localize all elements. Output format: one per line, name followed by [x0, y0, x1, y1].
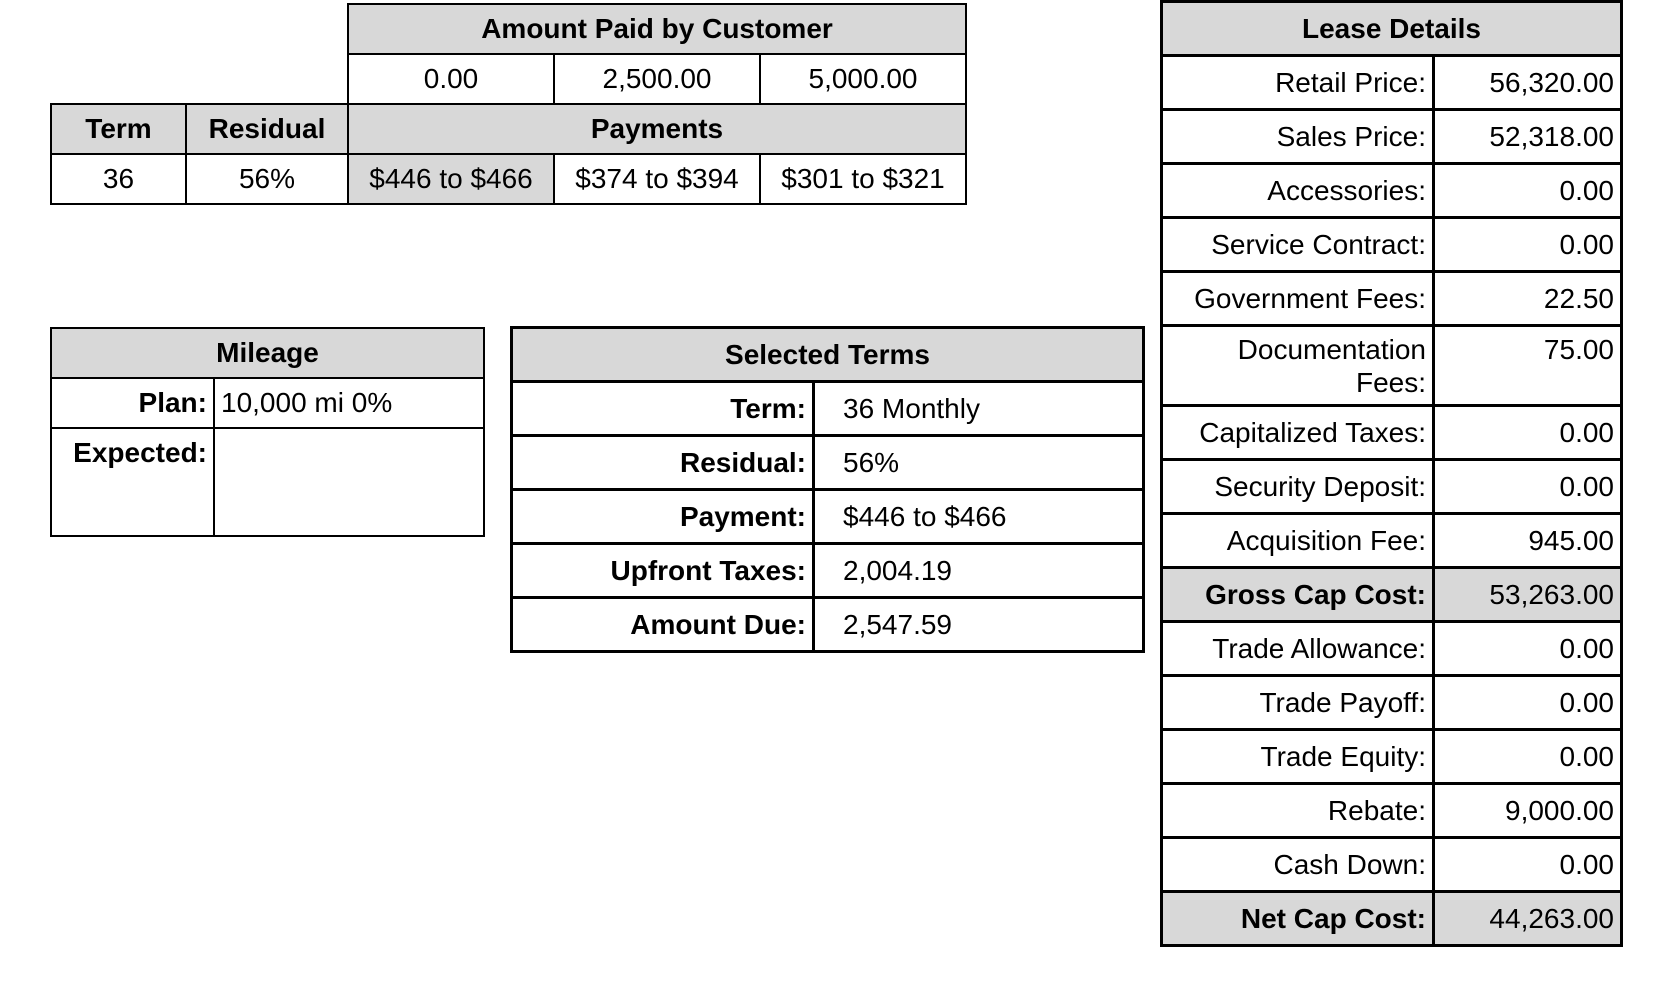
residual-value: 56% — [814, 436, 1144, 490]
term-cell: 36 — [51, 154, 186, 204]
acquisition-fee-label: Acquisition Fee: — [1162, 514, 1434, 568]
payment-grid-table — [50, 3, 967, 205]
term-value: 36 Monthly — [814, 382, 1144, 436]
upfront-taxes-label: Upfront Taxes: — [512, 544, 814, 598]
empty-cell — [186, 54, 348, 104]
mileage-table — [50, 327, 485, 537]
amount-paid-title: Amount Paid by Customer — [348, 4, 966, 54]
acquisition-fee-value: 945.00 — [1434, 514, 1622, 568]
retail-price-label: Retail Price: — [1162, 56, 1434, 110]
residual-label: Residual: — [512, 436, 814, 490]
security-deposit-value: 0.00 — [1434, 460, 1622, 514]
selected-terms-title: Selected Terms — [512, 328, 1144, 382]
residual-column-header: Residual — [186, 104, 348, 154]
rebate-label: Rebate: — [1162, 784, 1434, 838]
government-fees-value: 22.50 — [1434, 272, 1622, 326]
amount-due-value: 2,547.59 — [814, 598, 1144, 652]
payment-row — [51, 154, 966, 204]
expected-value — [214, 428, 484, 536]
gross-cap-cost-value: 53,263.00 — [1434, 568, 1622, 622]
selected-terms-table — [510, 326, 1145, 653]
trade-equity-value: 0.00 — [1434, 730, 1622, 784]
empty-cell — [51, 4, 186, 54]
payment-cell[interactable]: $374 to $394 — [554, 154, 760, 204]
payment-cell[interactable]: $301 to $321 — [760, 154, 966, 204]
net-cap-cost-label: Net Cap Cost: — [1162, 892, 1434, 946]
empty-cell — [186, 4, 348, 54]
service-contract-label: Service Contract: — [1162, 218, 1434, 272]
payment-cell-selected[interactable]: $446 to $466 — [348, 154, 554, 204]
term-column-header: Term — [51, 104, 186, 154]
sales-price-label: Sales Price: — [1162, 110, 1434, 164]
security-deposit-label: Security Deposit: — [1162, 460, 1434, 514]
cash-down-label: Cash Down: — [1162, 838, 1434, 892]
term-label: Term: — [512, 382, 814, 436]
cash-down-value: 0.00 — [1434, 838, 1622, 892]
capitalized-taxes-value: 0.00 — [1434, 406, 1622, 460]
payments-column-header: Payments — [348, 104, 966, 154]
capitalized-taxes-label: Capitalized Taxes: — [1162, 406, 1434, 460]
trade-payoff-value: 0.00 — [1434, 676, 1622, 730]
gross-cap-cost-label: Gross Cap Cost: — [1162, 568, 1434, 622]
payment-value: $446 to $466 — [814, 490, 1144, 544]
lease-details-table — [1160, 0, 1623, 947]
plan-label: Plan: — [51, 378, 214, 428]
rebate-value: 9,000.00 — [1434, 784, 1622, 838]
documentation-fees-value: 75.00 — [1434, 326, 1622, 406]
mileage-title: Mileage — [51, 328, 484, 378]
empty-cell — [51, 54, 186, 104]
government-fees-label: Government Fees: — [1162, 272, 1434, 326]
expected-label: Expected: — [51, 428, 214, 536]
amount-cell: 5,000.00 — [760, 54, 966, 104]
net-cap-cost-value: 44,263.00 — [1434, 892, 1622, 946]
trade-allowance-label: Trade Allowance: — [1162, 622, 1434, 676]
upfront-taxes-value: 2,004.19 — [814, 544, 1144, 598]
documentation-fees-label: Documentation Fees: — [1162, 326, 1434, 406]
accessories-value: 0.00 — [1434, 164, 1622, 218]
trade-equity-label: Trade Equity: — [1162, 730, 1434, 784]
amount-cell: 0.00 — [348, 54, 554, 104]
sales-price-value: 52,318.00 — [1434, 110, 1622, 164]
retail-price-value: 56,320.00 — [1434, 56, 1622, 110]
trade-allowance-value: 0.00 — [1434, 622, 1622, 676]
residual-cell: 56% — [186, 154, 348, 204]
lease-details-title: Lease Details — [1162, 2, 1622, 56]
payment-label: Payment: — [512, 490, 814, 544]
trade-payoff-label: Trade Payoff: — [1162, 676, 1434, 730]
amount-due-label: Amount Due: — [512, 598, 814, 652]
amount-cell: 2,500.00 — [554, 54, 760, 104]
service-contract-value: 0.00 — [1434, 218, 1622, 272]
accessories-label: Accessories: — [1162, 164, 1434, 218]
plan-value: 10,000 mi 0% — [214, 378, 484, 428]
